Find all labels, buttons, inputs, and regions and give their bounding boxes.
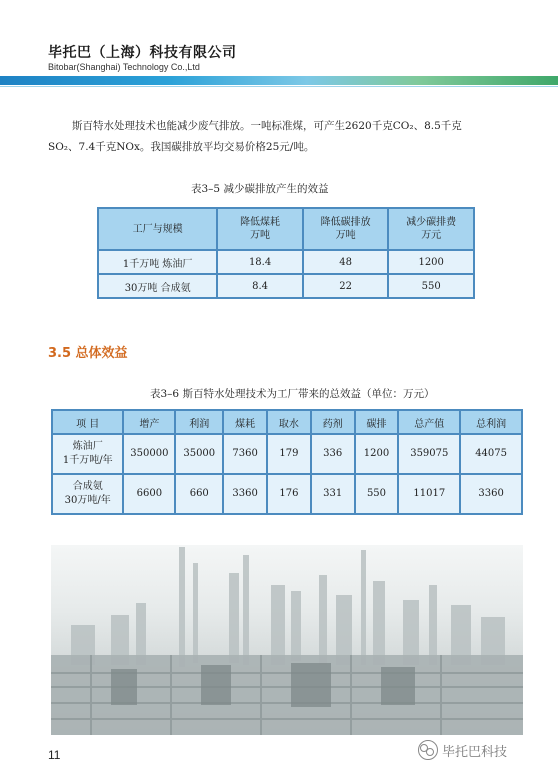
table-cell: 176 bbox=[267, 474, 311, 514]
company-name-en: Bitobar(Shanghai) Technology Co.,Ltd bbox=[48, 62, 200, 72]
table-row bbox=[52, 434, 522, 474]
table-cell: 350000 bbox=[123, 434, 175, 474]
watermark bbox=[418, 740, 507, 760]
section-title: 3.5 总体效益 bbox=[48, 346, 128, 361]
table2-caption: 表3–6 斯百特水处理技术为工厂带来的总效益（单位：万元） bbox=[150, 388, 435, 400]
header-cell: 总利润 bbox=[460, 410, 522, 434]
header-cell: 工厂与规模 bbox=[98, 208, 217, 250]
table-cell: 331 bbox=[311, 474, 355, 514]
wechat-icon bbox=[418, 740, 438, 760]
carbon-reduction-table bbox=[97, 207, 475, 299]
table-cell: 35000 bbox=[175, 434, 223, 474]
header-stripe bbox=[0, 76, 558, 85]
header-cell: 降低煤耗 万吨 bbox=[217, 208, 303, 250]
row-label-cell: 炼油厂 1千万吨/年 bbox=[52, 434, 123, 474]
table-cell: 336 bbox=[311, 434, 355, 474]
refinery-photo bbox=[51, 545, 523, 735]
table-cell: 30万吨 合成氨 bbox=[98, 274, 217, 298]
table-row bbox=[98, 274, 474, 298]
table-cell: 48 bbox=[303, 250, 389, 274]
header-cell: 碳排 bbox=[355, 410, 399, 434]
table-cell: 6600 bbox=[123, 474, 175, 514]
header-cell: 减少碳排费 万元 bbox=[388, 208, 474, 250]
table-cell: 18.4 bbox=[217, 250, 303, 274]
table-cell: 22 bbox=[303, 274, 389, 298]
table-row bbox=[98, 250, 474, 274]
table-cell: 44075 bbox=[460, 434, 522, 474]
table-cell: 550 bbox=[388, 274, 474, 298]
table-row bbox=[52, 474, 522, 514]
table-cell: 359075 bbox=[398, 434, 460, 474]
table-cell: 1200 bbox=[388, 250, 474, 274]
company-name-cn: 毕托巴（上海）科技有限公司 bbox=[48, 45, 237, 61]
page-number: 11 bbox=[48, 748, 61, 762]
table-cell: 3360 bbox=[460, 474, 522, 514]
watermark-text: 毕托巴科技 bbox=[442, 744, 508, 760]
table1-caption: 表3–5 减少碳排放产生的效益 bbox=[191, 183, 329, 195]
header-cell: 项 目 bbox=[52, 410, 123, 434]
header-cell: 总产值 bbox=[398, 410, 460, 434]
header-cell: 药剂 bbox=[311, 410, 355, 434]
row-label-cell: 合成氨 30万吨/年 bbox=[52, 474, 123, 514]
table-cell: 3360 bbox=[223, 474, 267, 514]
intro-paragraph bbox=[48, 116, 518, 158]
table-header-row bbox=[98, 208, 474, 250]
header-cell: 利润 bbox=[175, 410, 223, 434]
table-cell: 1200 bbox=[355, 434, 399, 474]
table-cell: 660 bbox=[175, 474, 223, 514]
table-cell: 7360 bbox=[223, 434, 267, 474]
table-cell: 550 bbox=[355, 474, 399, 514]
table-cell: 179 bbox=[267, 434, 311, 474]
intro-line-2: SO₂、7.4千克NOx。我国碳排放平均交易价格25元/吨。 bbox=[48, 141, 315, 153]
table-cell: 1千万吨 炼油厂 bbox=[98, 250, 217, 274]
table-header-row bbox=[52, 410, 522, 434]
header-stripe-thin bbox=[0, 86, 558, 87]
header-cell: 增产 bbox=[123, 410, 175, 434]
total-benefit-table bbox=[51, 409, 523, 515]
intro-line-1: 斯百特水处理技术也能减少废气排放。一吨标准煤，可产生2620千克CO₂、8.5千克 bbox=[72, 120, 462, 132]
table-cell: 8.4 bbox=[217, 274, 303, 298]
header-cell: 煤耗 bbox=[223, 410, 267, 434]
header-cell: 取水 bbox=[267, 410, 311, 434]
refinery-illustration bbox=[51, 545, 523, 735]
table-cell: 11017 bbox=[398, 474, 460, 514]
header-cell: 降低碳排放 万吨 bbox=[303, 208, 389, 250]
